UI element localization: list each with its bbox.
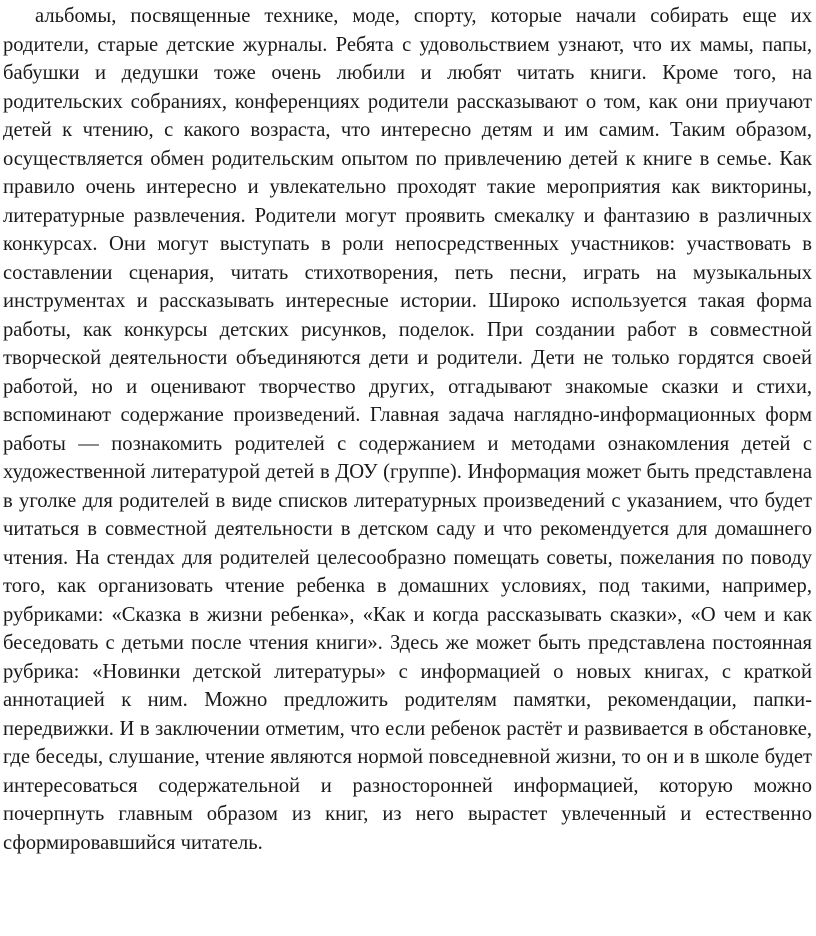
body-paragraph: альбомы, посвященные технике, моде, спорту, которые начали собирать еще их родители, старые детские журналы. Ребята с удовольствием узнают, что их мамы, папы, бабушки и дедушки тоже очень любили и любят читать книги. Кроме того, на родительских собраниях, конференциях родители рассказывают о том, как они приучают детей к чтению, с какого возраста, что интересно детям и им самим. Таким образом, осуществляется обмен родительским опытом по привлечению детей к книге в семье. Как правило очень интересно и увлекательно проходят такие мероприятия как викторины, литературные развлечения. Родители могут проявить смекалку и фантазию в различных конкурсах. Они могут выступать в роли непосредственных участников: участвовать в составлении сценария, читать стихотворения, петь песни, играть на музыкальных инструментах и рассказывать интересные истории. Широко используется такая форма работы, как конкурсы детских рисунков, поделок. При создании работ в совместной творческой деятельности объединяются дети и родители. Дети не только гордятся своей работой, но и оценивают творчество других, отгадывают знакомые сказки и стихи, вспоминают содержание произведений. Главная задача наглядно-информационных форм работы — познакомить родителей с содержанием и методами ознакомления детей с художественной литературой детей в ДОУ (группе). Информация может быть представлена в уголке для родителей в виде списков литературных произведений с указанием, что будет читаться в совместной деятельности в детском саду и что рекомендуется для домашнего чтения. На стендах для родителей целесообразно помещать советы, пожелания по поводу того, как организовать чтение ребенка в домашних условиях, под такими, например, рубриками: «Сказка в жизни ребенка», «Как и когда рассказывать сказки», «О чем и как беседовать с детьми после чтения книги». Здесь же может быть представлена постоянная рубрика: «Новинки детской литературы» с информацией о новых книгах, с краткой аннотацией к ним. Можно предложить родителям памятки, рекомендации, папки-передвижки. И в заключении отметим, что если ребенок растёт и развивается в обстановке, где беседы, слушание, чтение являются нормой повседневной жизни, то он и в школе будет интересоваться содержательной и разносторонней информацией, которую можно почерпнуть главным образом из книг, из него вырастет увлеченный и естественно сформировавшийся читатель. — [3, 5, 812, 854]
